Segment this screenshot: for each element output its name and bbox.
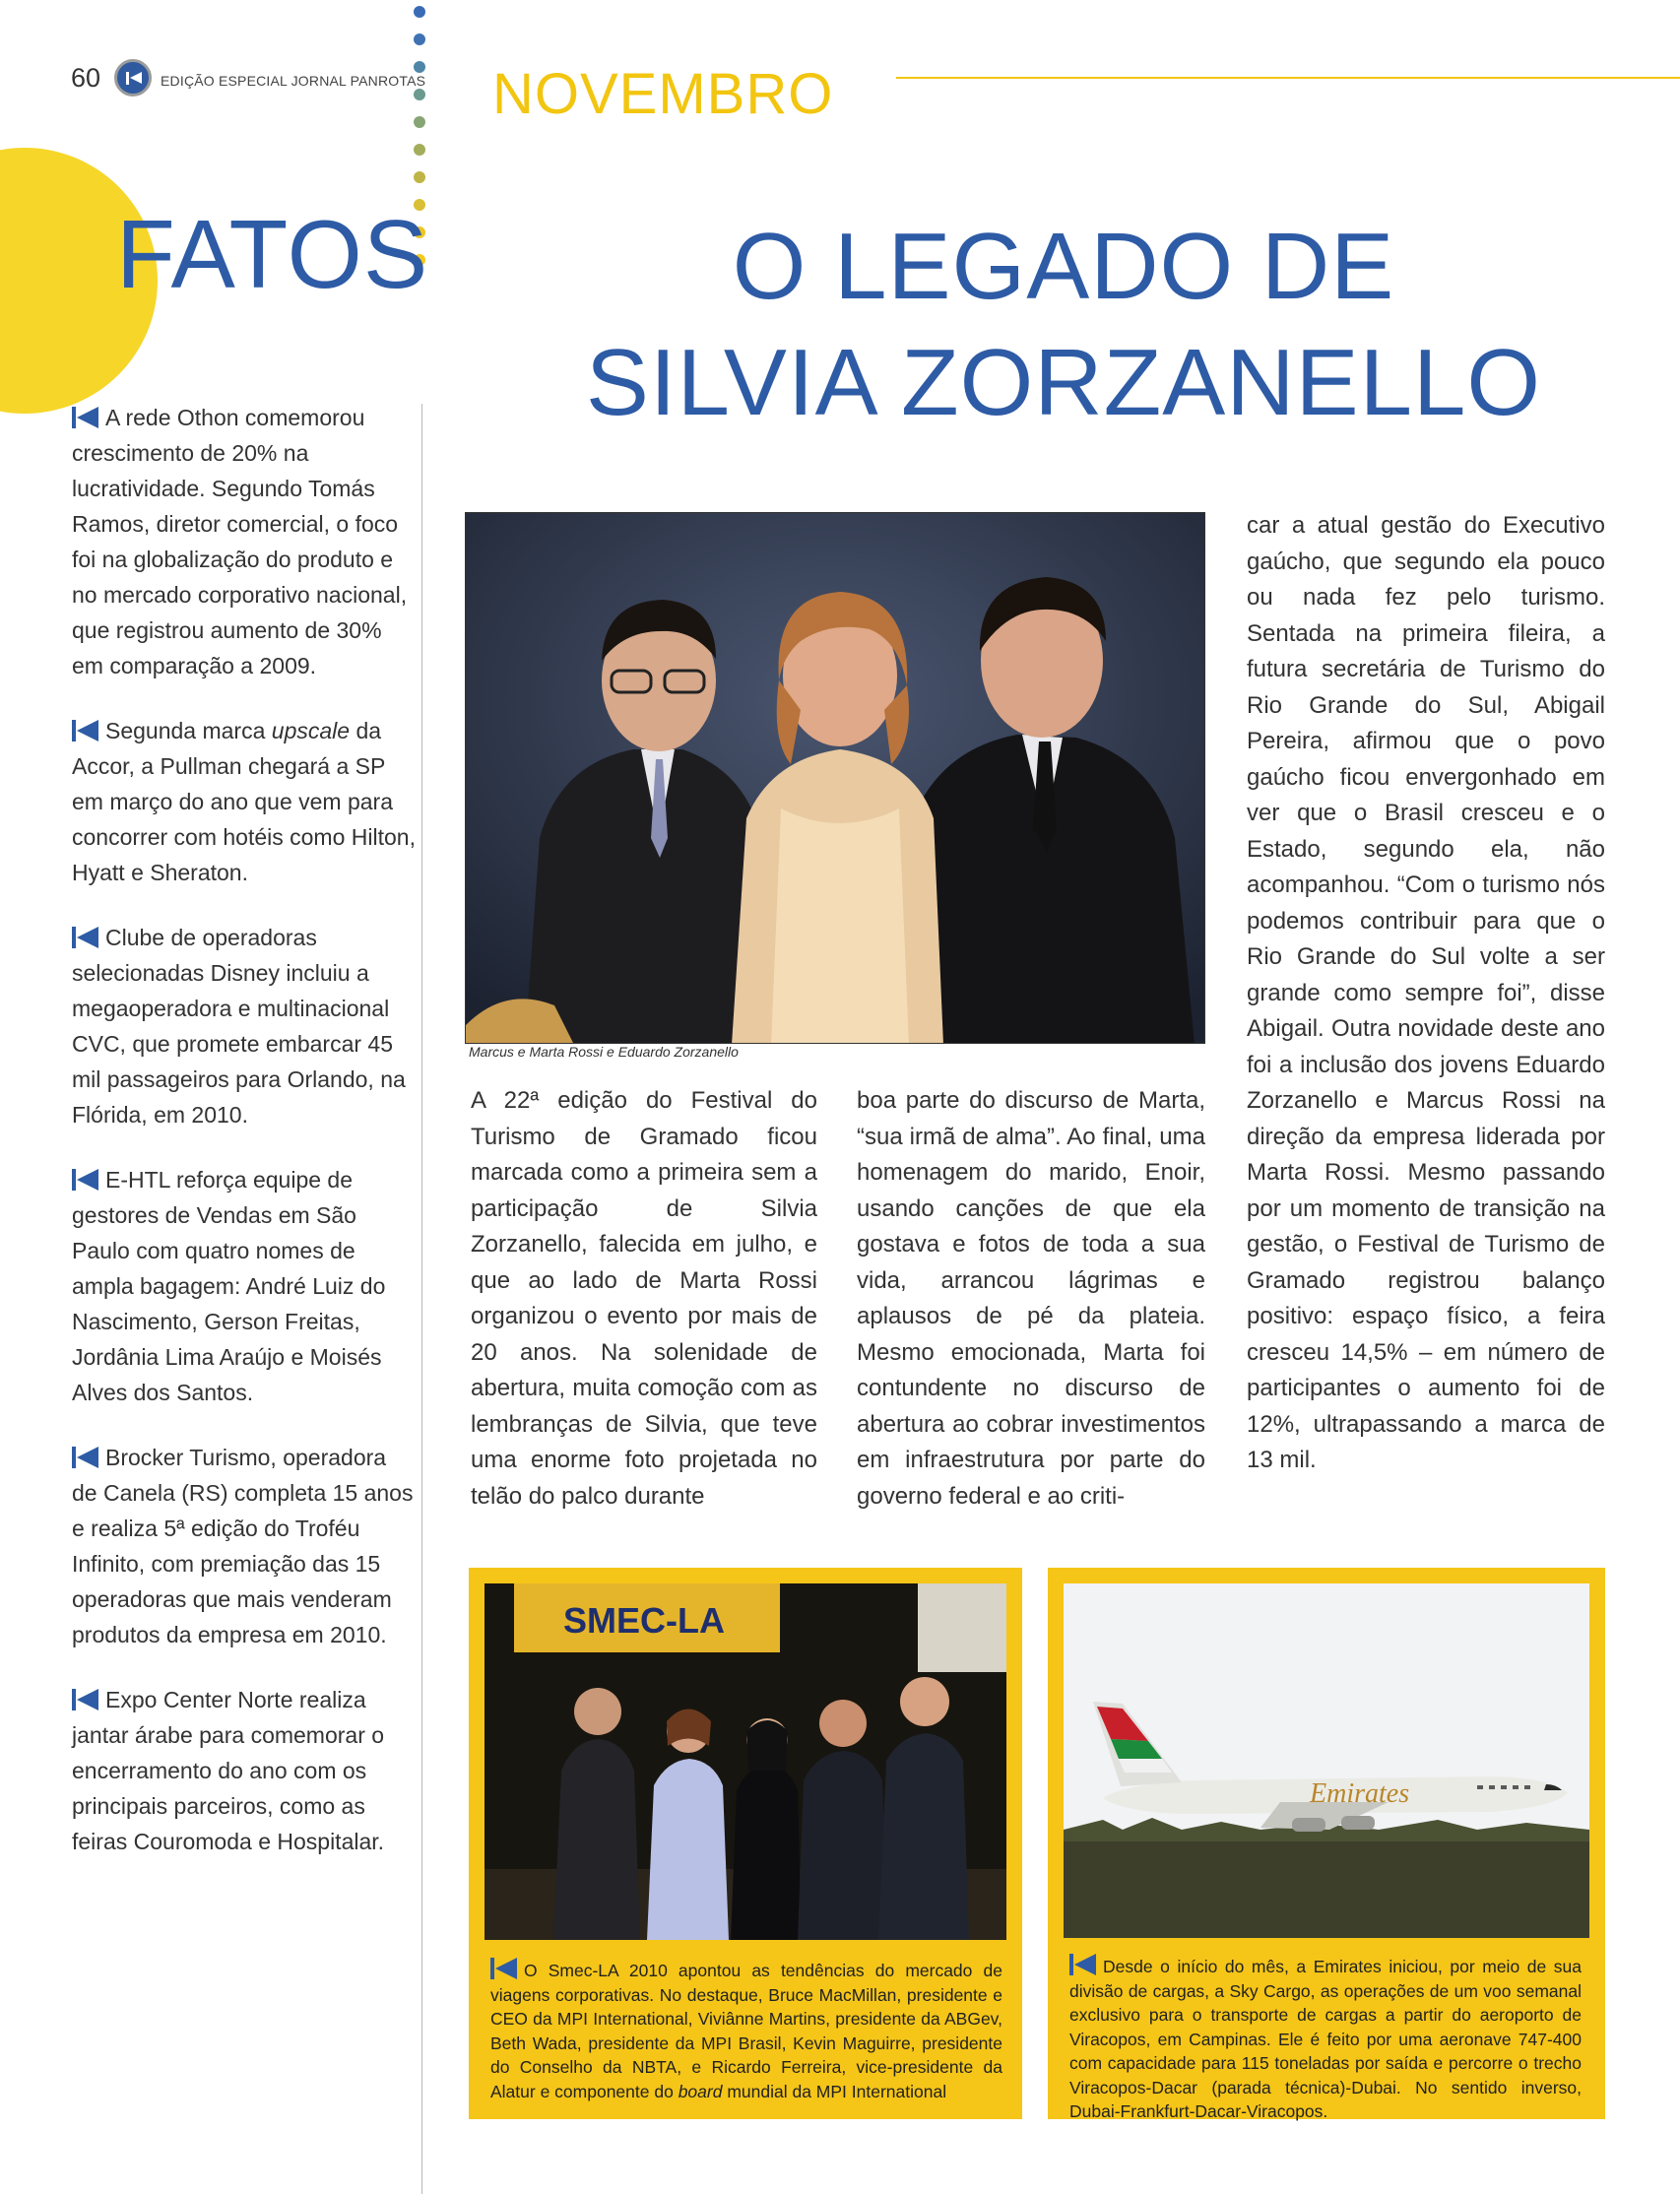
sidebar-notes (72, 400, 417, 1889)
skip-back-icon (114, 59, 152, 97)
group-photo-illustration (485, 1583, 1006, 1940)
smec-la-caption: O Smec-LA 2010 apontou as tendências do mercado de viagens corporativas. No destaque, Bruce MacMillan, presidente e CEO da MPI International, Viviânne Martins, presidente da ABGev, Beth Wada, presidente da MPI Brasil, Kevin Maguirre, presidente do Conselho da NBTA, e Ricardo Ferreira, vice-presidente da Alatur e componente do board mundial da MPI International (490, 1956, 1002, 2103)
sidebar-note: Clube de operadoras selecionadas Disney incluiu a megaoperadora e multinacional CVC, que promete embarcar 45 mil passageiros para Orlando, na Flórida, em 2010. (72, 925, 406, 1128)
column-divider (421, 404, 422, 2194)
skip-back-icon (1069, 1952, 1099, 1975)
article-column-1: A 22ª edição do Festival do Turismo de Gramado ficou marcada como a primeira sem a participação de Silvia Zorzanello, falecida em julho, e que ao lado de Marta Rossi organizou o evento por mais de 20 anos. Na solenidade de abertura, muita comoção com as lembranças de Silvia, que teve uma enorme foto projetada no telão do palco durante (471, 1087, 817, 1510)
emirates-photo (1064, 1583, 1589, 1938)
people-photo-illustration (466, 513, 1205, 1044)
header-rule (896, 77, 1680, 79)
sidebar-note: Segunda marca upscale da Accor, a Pullman chegará a SP em março do ano que vem para concorrer com hotéis como Hilton, Hyatt e Sheraton. (72, 718, 416, 885)
airplane-photo-illustration (1064, 1583, 1589, 1938)
sidebar-note: Expo Center Norte realiza jantar árabe para comemorar o encerramento do ano com os principais parceiros, como as feiras Couromoda e Hospitalar. (72, 1687, 385, 1854)
skip-back-icon (72, 1167, 101, 1191)
emirates-caption: Desde o início do mês, a Emirates iniciou, por meio de sua divisão de cargas, a Sky Cargo, as operações de um voo semanal exclusivo para o transporte de cargas a partir do aeroporto de Viracopos, em Campinas. Ele é feito por uma aeronave 747-400 com capacidade para 115 toneladas por saída e percorre o trecho Viracopos-Dacar (parada técnica)-Dubai. No sentido inverso, Dubai-Frankfurt-Dacar-Viracopos. (1069, 1952, 1582, 2124)
skip-back-icon (72, 1445, 101, 1468)
skip-back-icon (72, 405, 101, 428)
headline-line-1: O LEGADO DE (732, 214, 1395, 319)
month-heading: NOVEMBRO (492, 62, 834, 126)
edition-label: EDIÇÃO ESPECIAL JORNAL PANROTAS (161, 73, 426, 89)
plane-livery-text: Emirates (1310, 1778, 1410, 1809)
photo-caption: Marcus e Marta Rossi e Eduardo Zorzanello (469, 1044, 739, 1060)
page-number: 60 (71, 63, 101, 93)
emirates-box (1048, 1568, 1605, 2119)
sidebar-title: FATOS (116, 200, 429, 308)
smec-la-photo (485, 1583, 1006, 1940)
sidebar-note: E-HTL reforça equipe de gestores de Vendas em São Paulo com quatro nomes de ampla bagagem: André Luiz do Nascimento, Gerson Freitas, Jordânia Lima Araújo e Moisés Alves dos Santos. (72, 1167, 386, 1405)
article-column-3: car a atual gestão do Executivo gaúcho, que segundo ela pouco ou nada fez pelo turismo. Sentada na primeira fileira, a futura secretária de Turismo do Rio Grande do Sul, Abigail Pereira, afirmou que o povo gaúcho ficou envergonhado em ver que o Brasil cresceu e o Estado, segundo ela, não acompanhou. “Com o turismo nós podemos contribuir para que o Rio Grande do Sul volte a ser grande como sempre foi”, disse Abigail. Outra novidade deste ano foi a inclusão dos jovens Eduardo Zorzanello e Marcus Rossi na direção da empresa liderada por Marta Rossi. Mesmo passando por um momento de transição na gestão, o Festival de Turismo de Gramado registrou balanço positivo: espaço físico, a feira cresceu 14,5% – em número de participantes o aumento foi de 12%, ultrapassando a marca de 13 mil. (1247, 512, 1605, 1473)
article-column-2: boa parte do discurso de Marta, “sua irmã de alma”. Ao final, uma homenagem do marido, Enoir, usando canções de que ela gostava e fotos de toda a sua vida, arrancou lágrimas e aplausos de pé da plateia. Mesmo emocionada, Marta foi contundente no discurso de abertura ao cobrar investimentos em infraestrutura por parte do governo federal e ao criti- (857, 1087, 1205, 1510)
skip-back-icon (490, 1956, 520, 1979)
article-headline (463, 209, 1664, 441)
sidebar-note: Brocker Turismo, operadora de Canela (RS) completa 15 anos e realiza 5ª edição do Troféu Infinito, com premiação das 15 operadoras que mais venderam produtos da empresa em 2010. (72, 1445, 414, 1647)
headline-line-2: SILVIA ZORZANELLO (585, 330, 1542, 435)
skip-back-icon (72, 1687, 101, 1710)
smec-la-box (469, 1568, 1022, 2119)
banner-text: SMEC-LA (563, 1600, 725, 1641)
skip-back-icon (72, 925, 101, 948)
sidebar-note: A rede Othon comemorou crescimento de 20% na lucratividade. Segundo Tomás Ramos, diretor comercial, o foco foi na globalização do produto e no mercado corporativo nacional, que registrou aumento de 30% em comparação a 2009. (72, 405, 408, 678)
skip-back-icon (72, 718, 101, 742)
main-photo (465, 512, 1205, 1044)
